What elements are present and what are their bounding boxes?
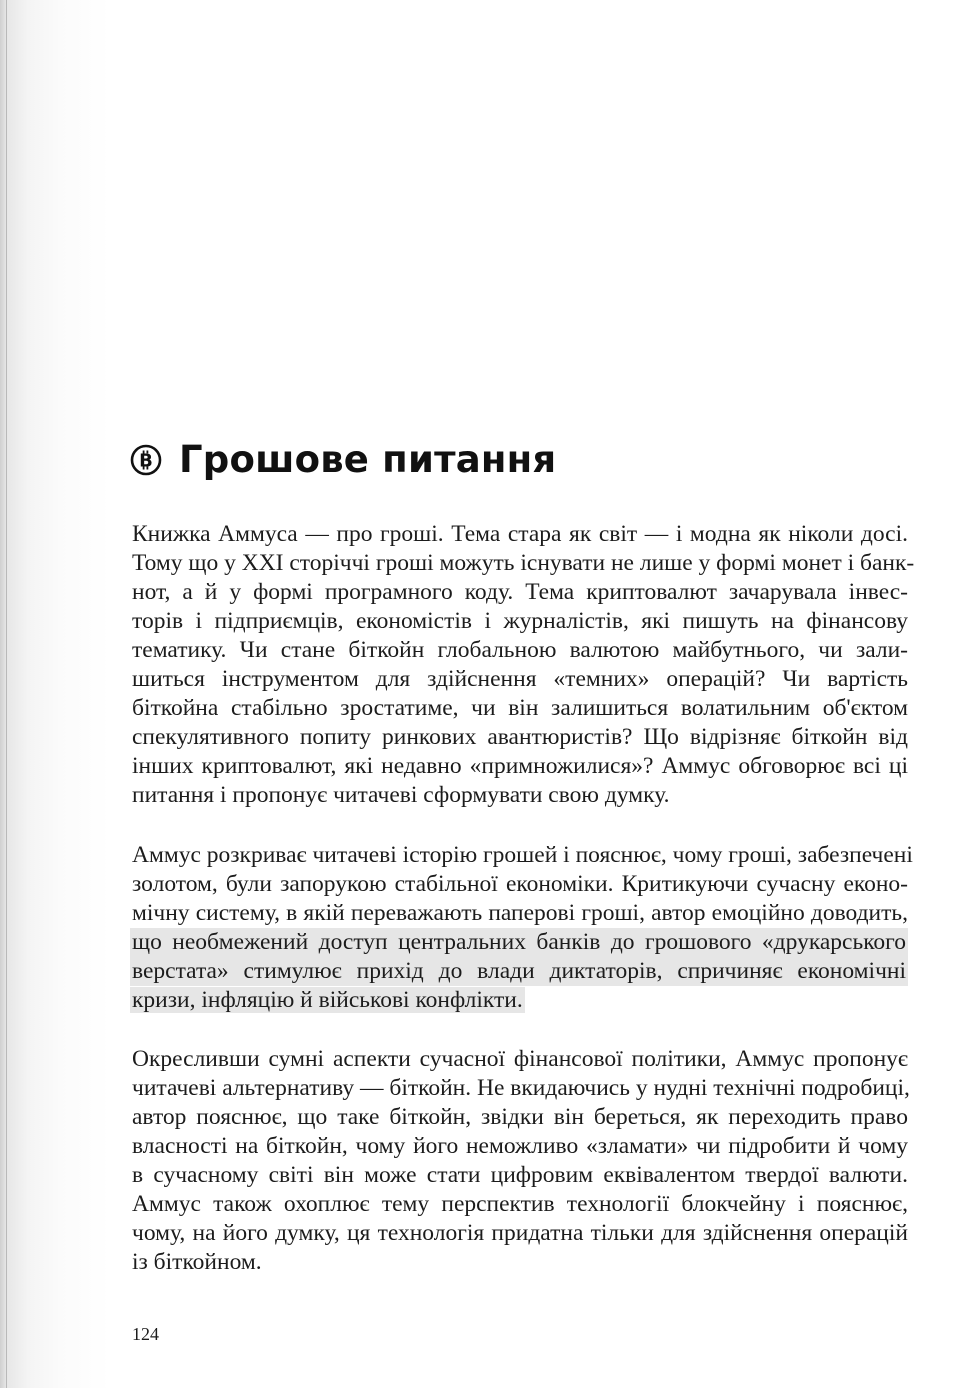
- text-line: читачеві альтернативу — біткойн. Не вкидаючись у нудні технічні подробиці,: [132, 1075, 910, 1101]
- section-heading: [130, 436, 556, 484]
- text-line: питання і пропонує читачеві сформувати свою думку.: [132, 782, 670, 808]
- text-line: Тому що у XXI сторіччі гроші можуть існувати не лише у формі монет і банк-: [132, 550, 915, 576]
- highlight-span: кризи, інфляцію й військові конфлікти.: [132, 987, 523, 1013]
- highlighted-text-line: [132, 986, 908, 1015]
- text-line: біткойна стабільно зростатиме, чи він залишиться волатильним об'єктом: [132, 695, 908, 721]
- text-line: торів і підприємців, економістів і журналістів, які пишуть на фінансову: [132, 608, 908, 634]
- text-line: автор пояснює, що таке біткойн, звідки він береться, як переходить право: [132, 1104, 908, 1130]
- page-number: 124: [132, 1324, 159, 1344]
- text-line: інших криптовалют, які недавно «примножилися»? Аммус обговорює всі ці: [132, 753, 908, 779]
- highlighted-text-line: що необмежений доступ центральних банків до грошового «друкарського: [132, 929, 906, 955]
- text-line: в сучасному світі він може стати цифровим еквівалентом твердої валюти.: [132, 1162, 908, 1188]
- text-line: нот, а й у формі програмного коду. Тема криптовалют зачарувала інвес-: [132, 579, 908, 605]
- text-line: Аммус також охоплює тему перспектив технології блокчейну і пояснює,: [132, 1191, 908, 1217]
- text-line: власності на біткойн, чому його неможливо «зламати» чи підробити й чому: [132, 1133, 908, 1159]
- bitcoin-icon: [130, 444, 162, 476]
- text-line: Окресливши сумні аспекти сучасної фінансової політики, Аммус пропонує: [132, 1046, 908, 1072]
- highlighted-text-line: верстата» стимулює прихід до влади диктаторів, спричиняє економічні: [132, 958, 906, 984]
- paragraph-3: [132, 1045, 908, 1277]
- text-line: золотом, були запорукою стабільної економіки. Критикуючи сучасну еконо-: [132, 871, 908, 897]
- page-title: Грошове питання: [179, 438, 557, 481]
- svg-text:B: B: [139, 450, 153, 472]
- page-edge-divider: [6, 0, 7, 1388]
- text-line: чому, на його думку, ця технологія придатна тільки для здійснення операцій: [132, 1220, 908, 1246]
- text-line: тематику. Чи стане біткойн глобальною валютою майбутнього, чи зали-: [132, 637, 908, 663]
- text-line: із біткойном.: [132, 1249, 262, 1275]
- paragraph-1: [132, 520, 915, 810]
- text-line: Книжка Аммуса — про гроші. Тема стара як світ — і модна як ніколи досі.: [132, 521, 908, 547]
- paragraph-2: [132, 841, 913, 1015]
- text-line: мічну систему, в якій переважають паперові гроші, автор емоційно доводить,: [132, 900, 908, 926]
- text-line: Аммус розкриває читачеві історію грошей і пояснює, чому гроші, забезпечені: [132, 842, 913, 868]
- text-line: спекулятивного попиту ринкових авантюристів? Що відрізняє біткойн від: [132, 724, 908, 750]
- text-line: шиться інструментом для здійснення «темних» операцій? Чи вартість: [132, 666, 908, 692]
